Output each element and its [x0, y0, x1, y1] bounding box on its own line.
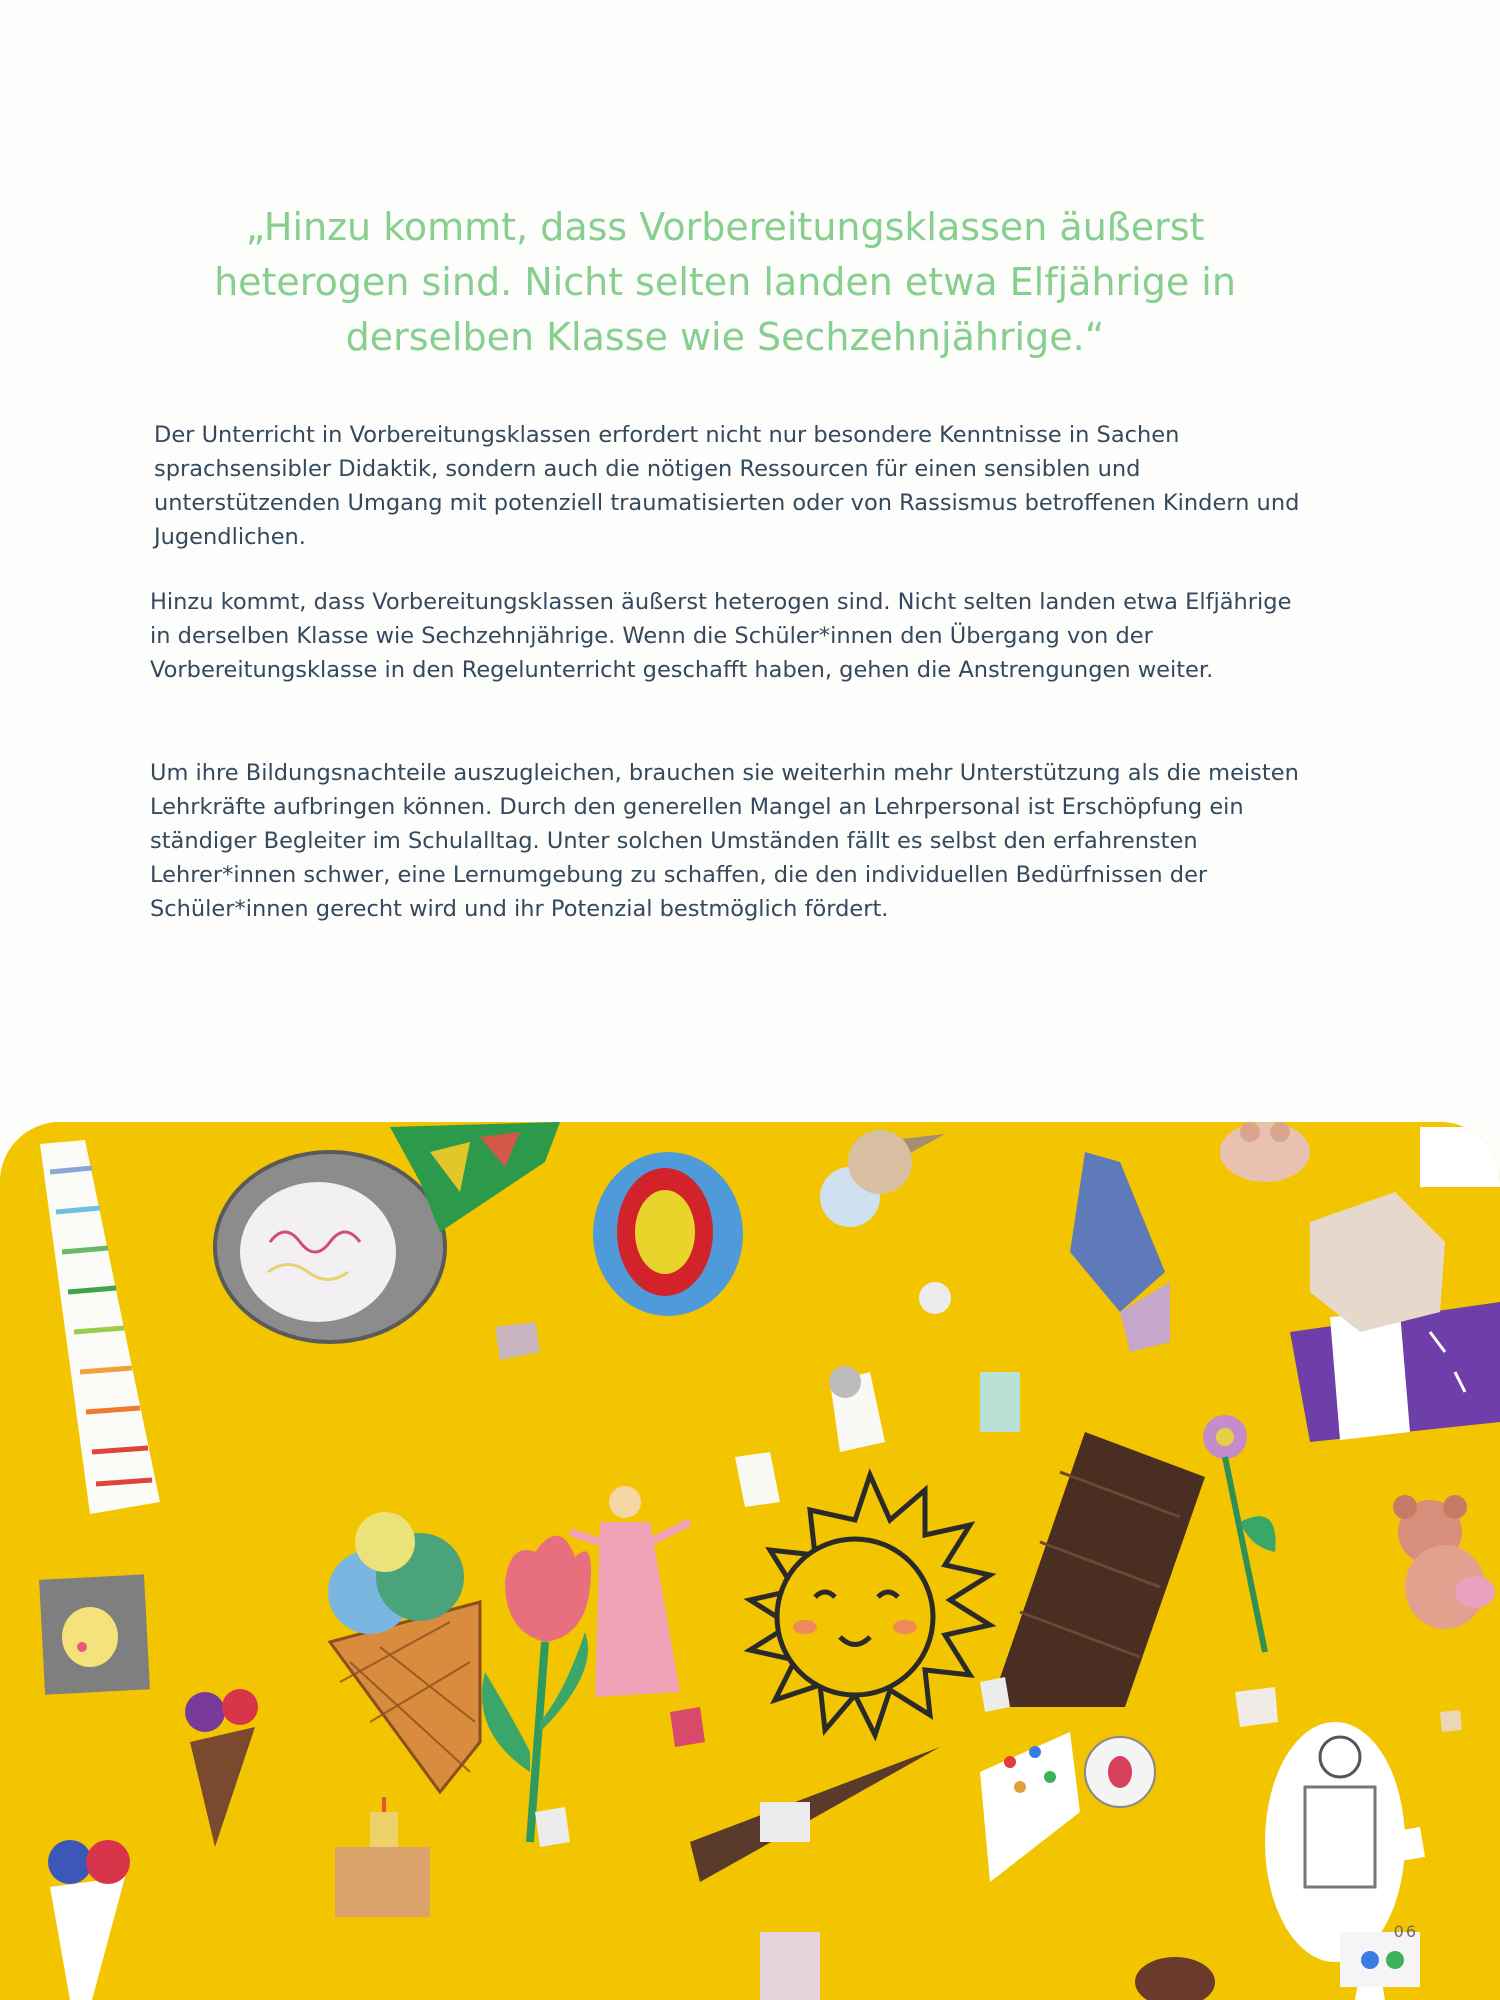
ball-drawing — [919, 1282, 951, 1314]
page-number: 06 — [1393, 1922, 1418, 1941]
bear-top-drawing — [1220, 1122, 1310, 1182]
body-paragraph-1: Der Unterricht in Vorbereitungsklassen erfordert nicht nur besondere Kenntnisse in Sachen sprachsensibler Didaktik, sondern auch die nötigen Ressourcen für einen sensiblen und unterstützenden Umgang mit potenziell traumatisierten oder von Rassismus betroffenen Kindern und Jugendlichen. — [154, 422, 1300, 550]
person-sketch-drawing — [1265, 1722, 1405, 1962]
card-drawing — [980, 1372, 1020, 1432]
body-paragraph-3: Um ihre Bildungsnachteile auszugleichen, brauchen sie weiterhin mehr Unterstützung als die meisten Lehrkräfte aufbringen können. Durch den generellen Mangel an Lehrpersonal ist Erschöpfung ein ständiger Begleiter im Schulalltag. Unter solchen Umständen fällt es selbst den erfahrensten Lehrer*innen schwer, eine Lernumgebung zu schaffen, die den individuellen Bedürfnissen der Schüler*innen gerecht wird und ihr Potenzial bestmöglich fördert. — [150, 760, 1299, 922]
mirror-drawing — [215, 1152, 445, 1342]
pull-quote: „Hinzu kommt, dass Vorbereitungsklassen äußerst heterogen sind. Nicht selten landen etwa Elfjährige in derselben Klasse wie Sechzehnjährige.“ — [214, 205, 1236, 359]
plate-drawing — [1085, 1737, 1155, 1807]
children-drawings-photo — [0, 1122, 1500, 2000]
dragon-fruit-drawing — [593, 1152, 743, 1316]
bunny-picture-drawing — [39, 1574, 150, 1694]
body-paragraph-2: Hinzu kommt, dass Vorbereitungsklassen äußerst heterogen sind. Nicht selten landen etwa Elfjährige in derselben Klasse wie Sechzehnjährige. Wenn die Schüler*innen den Übergang von der Vorbereitungsklasse in den Regelunterricht geschafft haben, gehen die Anstrengungen weiter. — [150, 589, 1292, 683]
